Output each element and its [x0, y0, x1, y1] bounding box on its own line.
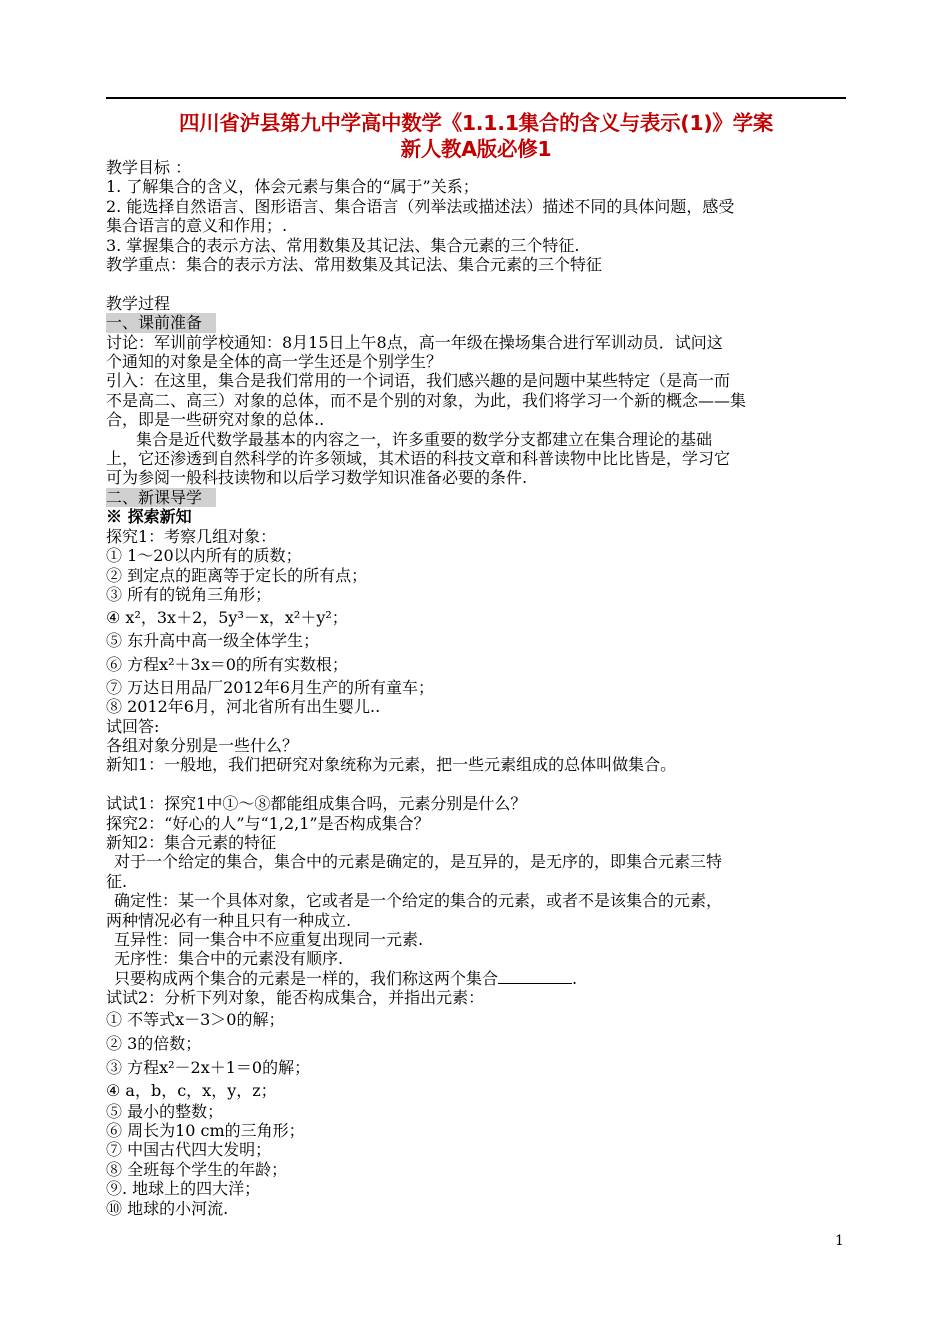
title-line-2: 新人教A版必修1	[400, 137, 552, 161]
determinate-line: 两种情况必有一种且只有一种成立.	[106, 910, 352, 930]
explore-2: 探究2：“好心的人”与“1,2,1”是否构成集合？	[106, 813, 430, 833]
title-line-1: 四川省泸县第九中学高中数学《1.1.1集合的含义与表示(1)》学案	[179, 111, 773, 135]
unordered-property: 无序性：集合中的元素没有顺序.	[114, 949, 344, 969]
explore1-item: ③ 所有的锐角三角形；	[106, 584, 272, 604]
discussion-line: 个通知的对象是全体的高一学生还是个别学生？	[106, 352, 443, 372]
fill-in-blank[interactable]	[498, 969, 572, 984]
distinct-property: 互异性：同一集合中不应重复出现同一元素.	[114, 930, 424, 949]
try2-item: ⑧ 全班每个学生的年龄；	[106, 1159, 288, 1179]
explore1-item: ② 到定点的距离等于定长的所有点；	[106, 565, 368, 585]
new-knowledge-1: 新知1：一般地，我们把研究对象统称为元素，把一些元素组成的总体叫做集合。	[106, 755, 677, 775]
try2-item: ⑤ 最小的整数；	[106, 1101, 224, 1121]
objective-item: 集合语言的意义和作用；.	[106, 216, 288, 236]
new-knowledge-2-heading: 新知2：集合元素的特征	[106, 832, 277, 852]
top-rule	[106, 97, 846, 99]
paragraph-line: 集合是近代数学最基本的内容之一，许多重要的数学分支都建立在集合理论的基础	[136, 429, 713, 449]
document-body	[106, 158, 848, 1218]
paragraph-line: 上，它还渗透到自然科学的许多领域，其术语的科技文章和科普读物中比比皆是，学习它	[106, 449, 731, 469]
try-1: 试试1：探究1中①～⑧都能组成集合吗，元素分别是什么？	[106, 794, 527, 814]
try2-item: ⑨. 地球上的四大洋；	[106, 1179, 261, 1199]
objective-item: 2. 能选择自然语言、图形语言、集合语言（列举法或描述法）描述不同的具体问题，感受	[106, 196, 735, 216]
explore1-item: ④ x²，3x＋2，5y³－x，x²＋y²；	[106, 608, 348, 628]
paragraph-line: 可为参阅一般科技读物和以后学习数学知识准备必要的条件.	[106, 468, 528, 488]
page-number: 1	[835, 1233, 844, 1249]
section-heading-new-lesson: 二、新课导学	[106, 488, 216, 507]
section-heading-prep: 一、课前准备	[106, 313, 216, 332]
try-answer: 试回答:	[106, 716, 160, 736]
try2-item: ③ 方程x²－2x＋1＝0的解；	[106, 1057, 311, 1077]
objective-item: 1. 了解集合的含义，体会元素与集合的“属于”关系；	[106, 177, 479, 197]
equal-sets-text: 只要构成两个集合的元素是一样的，我们称这两个集合	[114, 968, 499, 988]
new-knowledge-2-line: 对于一个给定的集合，集合中的元素是确定的，是互异的，是无序的，即集合元素三特	[114, 852, 723, 872]
try2-heading: 试试2：分析下列对象，能否构成集合，并指出元素：	[106, 988, 485, 1008]
objectives-heading: 教学目标 ：	[106, 158, 192, 177]
try2-item: ⑩ 地球的小河流.	[106, 1198, 229, 1218]
explore1-item: ⑧ 2012年6月，河北省所有出生婴儿..	[106, 697, 381, 717]
explore1-heading: 探究1：考察几组对象：	[106, 526, 277, 546]
explore1-item: ⑥ 方程x²＋3x＝0的所有实数根；	[106, 654, 348, 674]
key-points: 教学重点：集合的表示方法、常用数集及其记法、集合元素的三个特征	[106, 255, 603, 275]
determinate-line: 确定性：某一个具体对象，它或者是一个给定的集合的元素，或者不是该集合的元素，	[114, 891, 723, 911]
equal-sets-line	[106, 969, 848, 988]
spacer	[106, 775, 848, 794]
explore1-item: ⑦ 万达日用品厂2012年6月生产的所有童车；	[106, 677, 434, 697]
intro-line: 合，即是一些研究对象的总体..	[106, 410, 325, 430]
intro-line: 不是高二、高三）对象的总体，而不是个别的对象，为此，我们将学习一个新的概念——集	[106, 390, 747, 410]
equal-sets-end: .	[572, 968, 578, 988]
try2-item: ② 3的倍数；	[106, 1033, 202, 1053]
explore1-item: ① 1～20以内所有的质数；	[106, 546, 302, 566]
try2-item: ① 不等式x－3＞0的解；	[106, 1009, 285, 1029]
new-knowledge-2-line: 征.	[106, 871, 128, 891]
process-heading: 教学过程	[106, 293, 171, 313]
spacer	[106, 274, 848, 293]
try2-item: ⑦ 中国古代四大发明；	[106, 1140, 272, 1160]
discussion-line: 讨论：军训前学校通知：8月15日上午8点，高一年级在操场集合进行军训动员．试问这	[106, 332, 723, 352]
try2-item: ⑥ 周长为10 cm的三角形；	[106, 1121, 305, 1141]
question: 各组对象分别是一些什么？	[106, 735, 299, 755]
try2-item: ④ a，b，c，x，y，z；	[106, 1080, 277, 1100]
explore-title: ※ 探索新知	[106, 507, 192, 527]
intro-line: 引入：在这里，集合是我们常用的一个词语，我们感兴趣的是问题中某些特定（是高一而	[106, 371, 731, 391]
explore1-item: ⑤ 东升高中高一级全体学生；	[106, 631, 320, 651]
objective-item: 3. 掌握集合的表示方法、常用数集及其记法、集合元素的三个特征.	[106, 235, 580, 255]
